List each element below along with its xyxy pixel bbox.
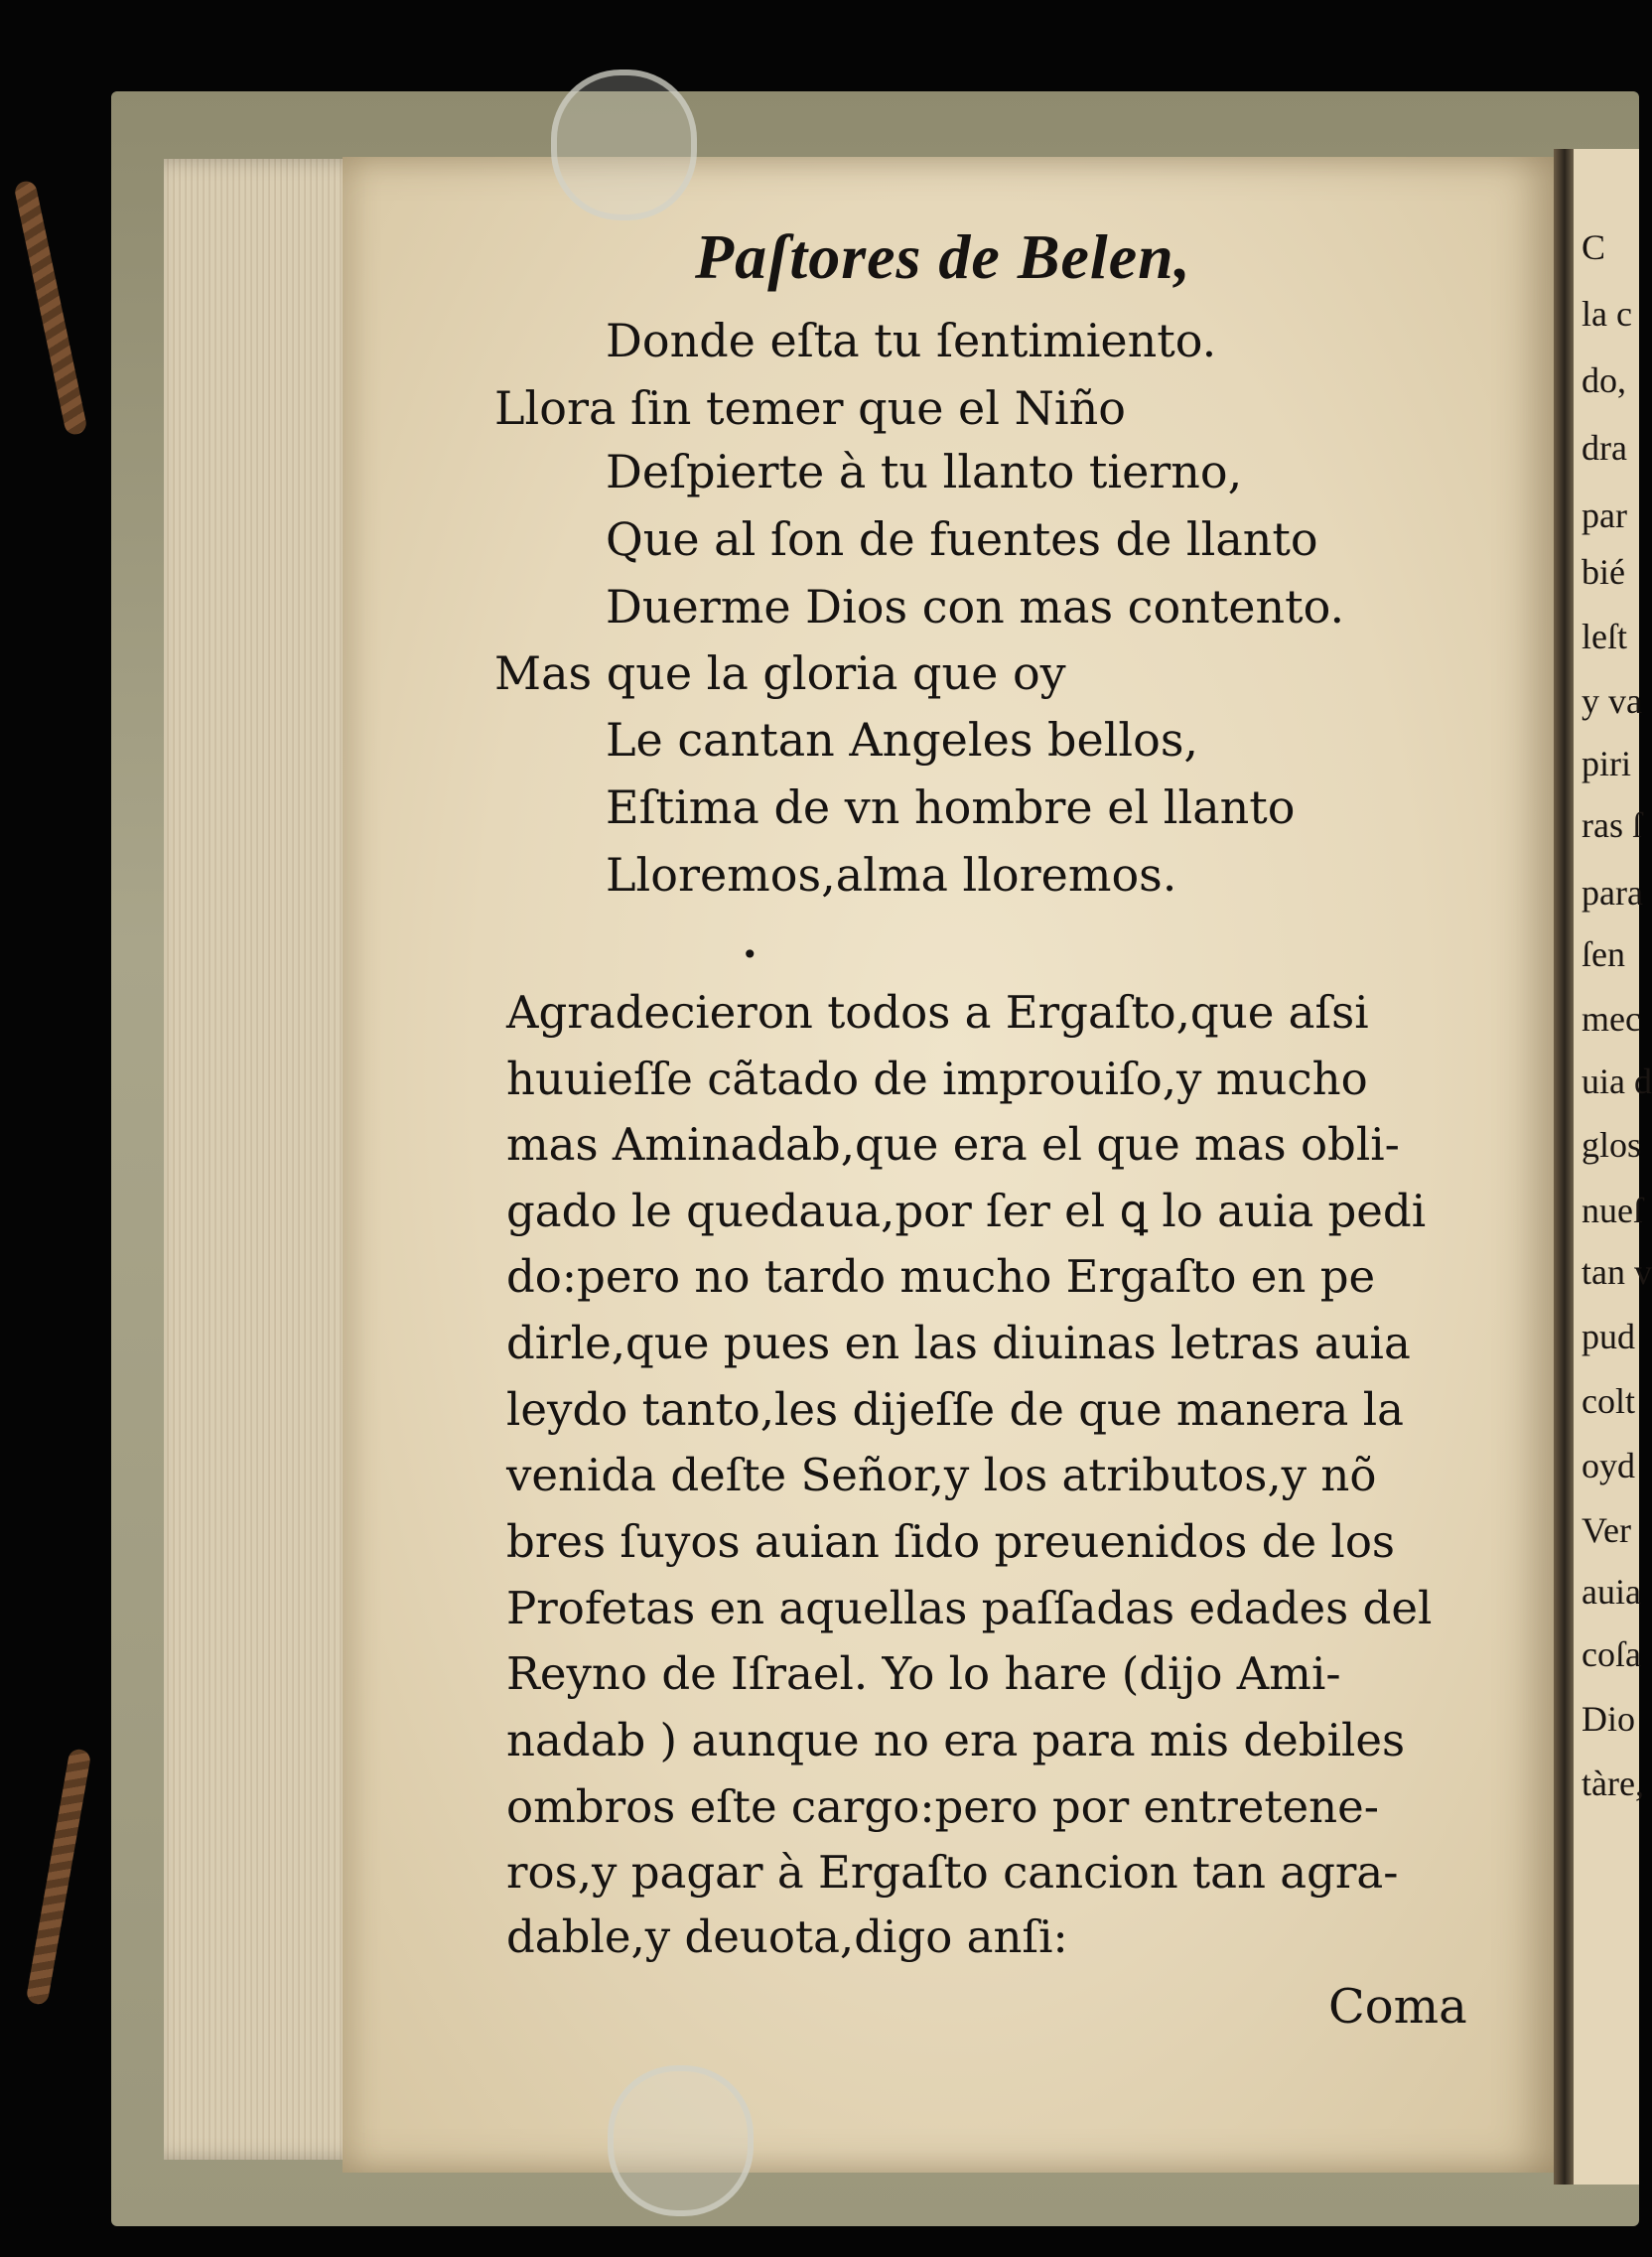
facing-fragment: uia d: [1582, 1061, 1652, 1101]
prose-line: Reyno de Iſrael. Yo lo hare (dijo Ami-: [506, 1647, 1341, 1700]
prose-line: venida deſte Señor,y los atributos,y nõ: [506, 1449, 1377, 1501]
verse-line: Eſtima de vn hombre el llanto: [606, 780, 1296, 834]
facing-page: [1574, 149, 1652, 2185]
facing-fragment: mec: [1582, 999, 1641, 1039]
running-head: Paſtores de Belen,: [695, 221, 1191, 292]
page-text: [467, 0, 1509, 2257]
verse-line: Le cantan Angeles bellos,: [606, 713, 1199, 767]
prose-line: do:pero no tardo mucho Ergaſto en pe: [506, 1250, 1376, 1303]
prose-line: dirle,que pues en las diuinas letras auia: [506, 1317, 1411, 1369]
facing-fragment: ras ſ: [1582, 805, 1642, 845]
prose-line: Agradecieron todos a Ergaſto,que aſsi: [506, 986, 1369, 1039]
facing-fragment: leſt: [1582, 617, 1627, 656]
facing-fragment: par: [1582, 495, 1627, 535]
facing-fragment: tàre,: [1582, 1763, 1644, 1803]
verse-line: Donde eſta tu ſentimiento.: [606, 314, 1217, 367]
verse-line: Deſpierte à tu llanto tierno,: [606, 445, 1243, 498]
facing-fragment: Dio: [1582, 1699, 1635, 1739]
verse-line: Mas que la gloria que oy: [494, 646, 1066, 700]
prose-line: nadab ) aunque no era para mis debiles: [506, 1714, 1406, 1766]
prose-line: huuieſſe cãtado de improuiſo,y mucho: [506, 1053, 1368, 1105]
page-clip: [608, 2065, 754, 2216]
page-clip: [551, 70, 697, 220]
facing-fragment: piri: [1582, 744, 1631, 783]
section-ornament: •: [742, 938, 758, 971]
facing-fragment: dra: [1582, 428, 1627, 468]
prose-line: leydo tanto,les dijeſſe de que manera la: [506, 1383, 1404, 1436]
facing-fragment: ſen: [1582, 934, 1625, 974]
book-gutter: [1554, 149, 1576, 2185]
facing-fragment: coſa: [1582, 1634, 1641, 1674]
verse-line: Duerme Dios con mas contento.: [606, 580, 1345, 634]
catchword: Coma: [1328, 1979, 1467, 2035]
binding-cord: [13, 180, 88, 437]
facing-fragment: glos: [1582, 1125, 1642, 1165]
prose-line: ombros eſte cargo:pero por entretene-: [506, 1780, 1379, 1833]
prose-line: bres ſuyos auian ſido preuenidos de los: [506, 1515, 1396, 1568]
facing-fragment: bié: [1582, 552, 1625, 592]
prose-line: ros,y pagar à Ergaſto cancion tan agra-: [506, 1846, 1399, 1899]
facing-fragment: y va: [1582, 681, 1642, 721]
facing-fragment: la c: [1582, 294, 1632, 334]
verse-line: Llora ſin temer que el Niño: [494, 381, 1126, 435]
facing-fragment: do,: [1582, 360, 1626, 400]
verse-line: Lloremos,alma lloremos.: [606, 848, 1177, 902]
prose-line: Profetas en aquellas paſſadas edades del: [506, 1582, 1433, 1634]
verse-line: Que al ſon de fuentes de llanto: [606, 512, 1318, 566]
facing-fragment: pud: [1582, 1317, 1635, 1356]
facing-fragment: tan v: [1582, 1252, 1652, 1292]
facing-fragment: C: [1582, 227, 1606, 267]
page-edges: [164, 159, 372, 2160]
prose-line: dable,y deuota,digo anſi:: [506, 1910, 1068, 1963]
facing-fragment: nueſ: [1582, 1191, 1643, 1230]
facing-fragment: para: [1582, 873, 1643, 913]
prose-line: gado le quedaua,por ſer el ꝗ lo auia pedi: [506, 1185, 1427, 1237]
facing-fragment: oyd: [1582, 1446, 1635, 1485]
facing-fragment: Ver: [1582, 1510, 1631, 1550]
binding-cord: [26, 1748, 92, 2006]
facing-fragment: auia: [1582, 1572, 1641, 1612]
facing-fragment: colt: [1582, 1381, 1635, 1421]
prose-line: mas Aminadab,que era el que mas obli-: [506, 1118, 1400, 1171]
